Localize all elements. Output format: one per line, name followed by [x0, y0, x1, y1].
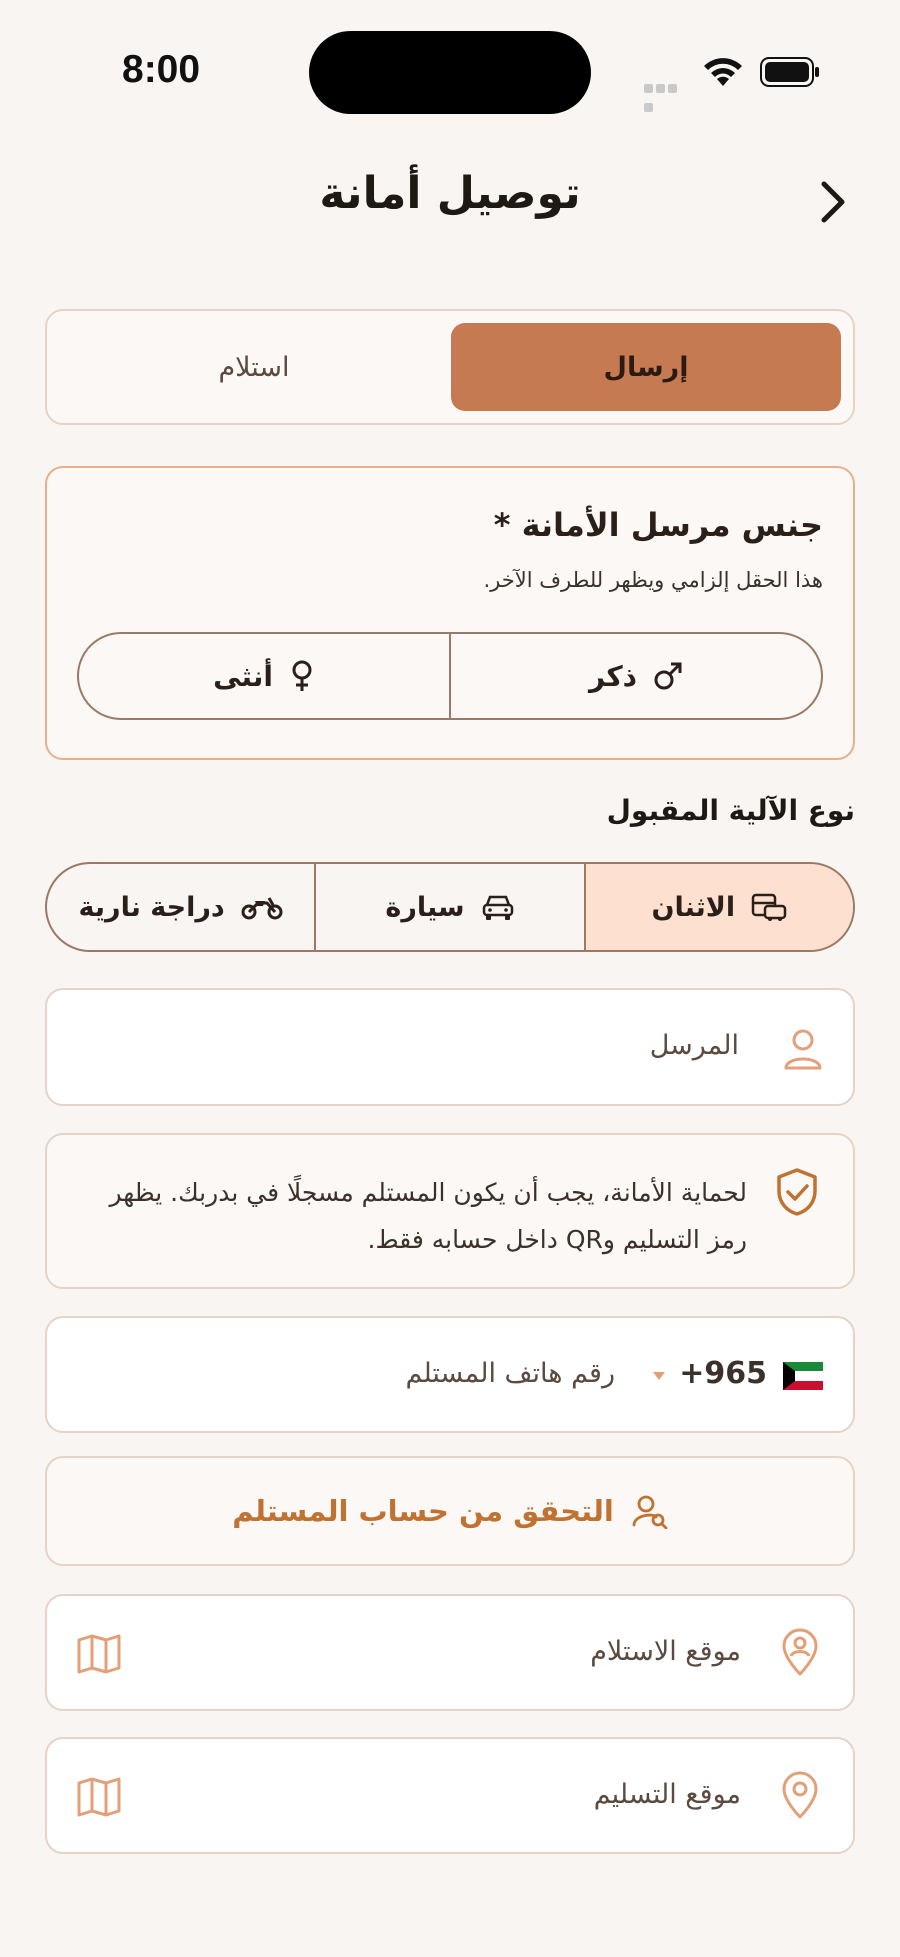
user-icon [783, 1028, 823, 1070]
female-icon [289, 659, 315, 693]
male-icon [653, 661, 683, 691]
location-pin-icon [781, 1771, 819, 1819]
vehicle-toggle [45, 862, 855, 952]
cellular-signal-icon [644, 78, 690, 90]
wifi-icon [702, 54, 744, 88]
sender-gender-card [45, 466, 855, 760]
security-info-card [45, 1133, 855, 1289]
gender-toggle [77, 632, 823, 720]
dropoff-location-field[interactable] [45, 1737, 855, 1854]
vehicle-option-car[interactable] [314, 864, 583, 950]
dynamic-island [309, 31, 591, 114]
security-info-text: لحماية الأمانة، يجب أن يكون المستلم مسجلًا في بدربك. يظهر رمز التسليم وQR داخل حسابه فقط. [109, 1178, 747, 1254]
pickup-location-field[interactable] [45, 1594, 855, 1711]
verify-recipient-button[interactable] [45, 1456, 855, 1566]
gender-title: جنس مرسل الأمانة * [493, 506, 823, 544]
vehicle-both-label: الاثنان [651, 891, 736, 923]
mode-tabs [45, 309, 855, 425]
vehicle-motorcycle-label: دراجة نارية [78, 891, 225, 923]
kuwait-flag-icon [783, 1362, 823, 1390]
sender-placeholder: المرسل [649, 1030, 739, 1061]
gender-option-female[interactable] [79, 634, 449, 718]
pickup-placeholder: موقع الاستلام [590, 1636, 741, 1667]
tab-receive[interactable]: استلام [218, 351, 290, 383]
gender-subtitle: هذا الحقل إلزامي ويظهر للطرف الآخر. [483, 568, 823, 592]
dropoff-placeholder: موقع التسليم [593, 1779, 741, 1810]
gender-option-male[interactable] [449, 634, 821, 718]
verify-recipient-label: التحقق من حساب المستلم [232, 1494, 614, 1528]
chevron-down-icon[interactable] [651, 1370, 667, 1382]
page-title: توصيل أمانة [319, 168, 581, 219]
vehicle-option-both[interactable] [584, 864, 853, 950]
user-search-icon [632, 1493, 668, 1529]
battery-icon [760, 57, 820, 87]
country-code[interactable]: +965 [679, 1356, 767, 1391]
shield-check-icon [775, 1167, 819, 1217]
location-person-icon [781, 1628, 819, 1676]
gender-female-label: أنثى [213, 659, 273, 693]
gender-male-label: ذكر [588, 659, 638, 693]
vehicle-option-motorcycle[interactable] [47, 864, 314, 950]
phone-placeholder: رقم هاتف المستلم [405, 1358, 615, 1389]
motorcycle-icon [241, 893, 283, 921]
phone-field[interactable] [45, 1316, 855, 1433]
car-and-bus-icon [751, 892, 787, 922]
vehicle-car-label: سيارة [385, 891, 465, 923]
vehicle-type-label: نوع الآلية المقبول [606, 794, 855, 827]
sender-field[interactable] [45, 988, 855, 1106]
status-time: 8:00 [122, 48, 201, 91]
back-chevron-icon[interactable] [812, 176, 852, 228]
car-icon [481, 893, 515, 921]
map-icon[interactable] [77, 1634, 121, 1674]
tab-send[interactable]: إرسال [451, 323, 841, 411]
map-icon[interactable] [77, 1777, 121, 1817]
